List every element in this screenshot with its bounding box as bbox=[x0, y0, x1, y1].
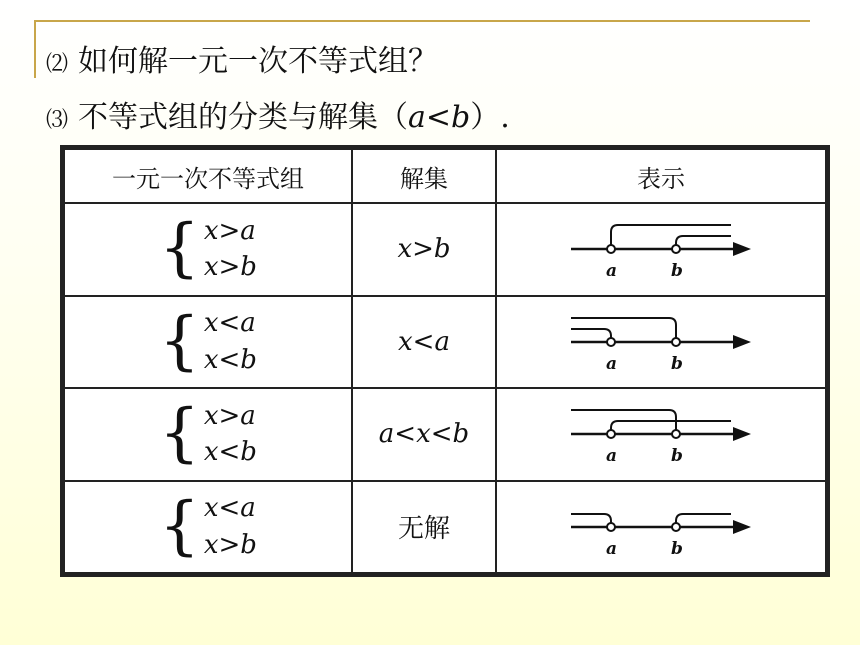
question-3-text-post: ）. bbox=[470, 100, 510, 135]
open-point-a bbox=[607, 523, 615, 531]
inequality-1: x>a bbox=[203, 400, 256, 431]
open-point-a bbox=[607, 245, 615, 253]
brace-symbol: { bbox=[159, 303, 200, 378]
number-line-diagram bbox=[561, 492, 761, 562]
arrow-head-icon bbox=[733, 427, 751, 441]
number-line-diagram bbox=[561, 307, 761, 377]
number-line-cell bbox=[496, 388, 826, 481]
inequality-1: x<a bbox=[203, 308, 256, 339]
label-b: b bbox=[671, 353, 683, 374]
question-3-text-pre: 不等式组的分类与解集（ bbox=[78, 100, 409, 135]
solution-cell bbox=[352, 388, 496, 481]
label-a: a bbox=[606, 446, 618, 467]
system-cell bbox=[64, 296, 352, 389]
open-point-a bbox=[607, 430, 615, 438]
question-2-number: ⑵ bbox=[46, 52, 69, 77]
inequality-1: x<a bbox=[203, 493, 256, 524]
open-point-b bbox=[672, 430, 680, 438]
inequality-2: x>b bbox=[203, 252, 257, 283]
label-b: b bbox=[671, 261, 683, 282]
ray-b bbox=[676, 236, 731, 249]
label-b: b bbox=[671, 446, 683, 467]
open-point-b bbox=[672, 523, 680, 531]
question-3 bbox=[46, 92, 510, 136]
inequality-2: x<b bbox=[203, 344, 257, 375]
solution-set: a<x<b bbox=[378, 419, 470, 450]
inequality-2: x<b bbox=[203, 437, 257, 468]
open-point-b bbox=[672, 338, 680, 346]
brace-symbol: { bbox=[159, 211, 200, 286]
number-line-cell bbox=[496, 481, 826, 574]
header-solution: 解集 bbox=[352, 149, 496, 203]
table-header-row bbox=[64, 149, 826, 203]
system-cell bbox=[64, 481, 352, 574]
table-row bbox=[64, 388, 826, 481]
ray-b bbox=[676, 514, 731, 527]
solution-set: x>b bbox=[397, 234, 451, 265]
inequality-system bbox=[159, 305, 257, 378]
ray-a bbox=[611, 421, 731, 434]
inequality-1: x>a bbox=[203, 215, 256, 246]
label-a: a bbox=[606, 538, 618, 559]
number-line-diagram bbox=[561, 214, 761, 284]
inequality-system bbox=[159, 490, 257, 563]
table-row bbox=[64, 481, 826, 574]
question-2-text: 如何解一元一次不等式组？ bbox=[78, 44, 439, 79]
solution-set: x<a bbox=[398, 326, 450, 357]
arrow-head-icon bbox=[733, 520, 751, 534]
question-3-condition: a<b bbox=[408, 100, 471, 135]
inequality-system-table bbox=[60, 145, 830, 577]
inequality-system bbox=[159, 398, 257, 471]
solution-set: 无解 bbox=[397, 514, 450, 545]
number-line-diagram bbox=[561, 399, 761, 469]
question-3-number: ⑶ bbox=[46, 108, 69, 133]
header-representation: 表示 bbox=[496, 149, 826, 203]
solution-cell bbox=[352, 203, 496, 296]
left-decorative-rule bbox=[34, 20, 36, 78]
header-system: 一元一次不等式组 bbox=[64, 149, 352, 203]
brace-symbol: { bbox=[159, 488, 200, 563]
question-2 bbox=[46, 36, 438, 80]
inequality-2: x>b bbox=[203, 529, 257, 560]
label-a: a bbox=[606, 261, 618, 282]
label-b: b bbox=[671, 538, 683, 559]
number-line-cell bbox=[496, 296, 826, 389]
label-a: a bbox=[606, 353, 618, 374]
arrow-head-icon bbox=[733, 335, 751, 349]
inequality-system bbox=[159, 213, 257, 286]
system-cell bbox=[64, 203, 352, 296]
solution-cell bbox=[352, 481, 496, 574]
table-row bbox=[64, 296, 826, 389]
brace-symbol: { bbox=[159, 396, 200, 471]
table-row bbox=[64, 203, 826, 296]
arrow-head-icon bbox=[733, 242, 751, 256]
system-cell bbox=[64, 388, 352, 481]
ray-a bbox=[571, 329, 611, 342]
top-decorative-rule bbox=[34, 20, 810, 22]
ray-a bbox=[571, 514, 611, 527]
solution-cell bbox=[352, 296, 496, 389]
number-line-cell bbox=[496, 203, 826, 296]
open-point-b bbox=[672, 245, 680, 253]
open-point-a bbox=[607, 338, 615, 346]
